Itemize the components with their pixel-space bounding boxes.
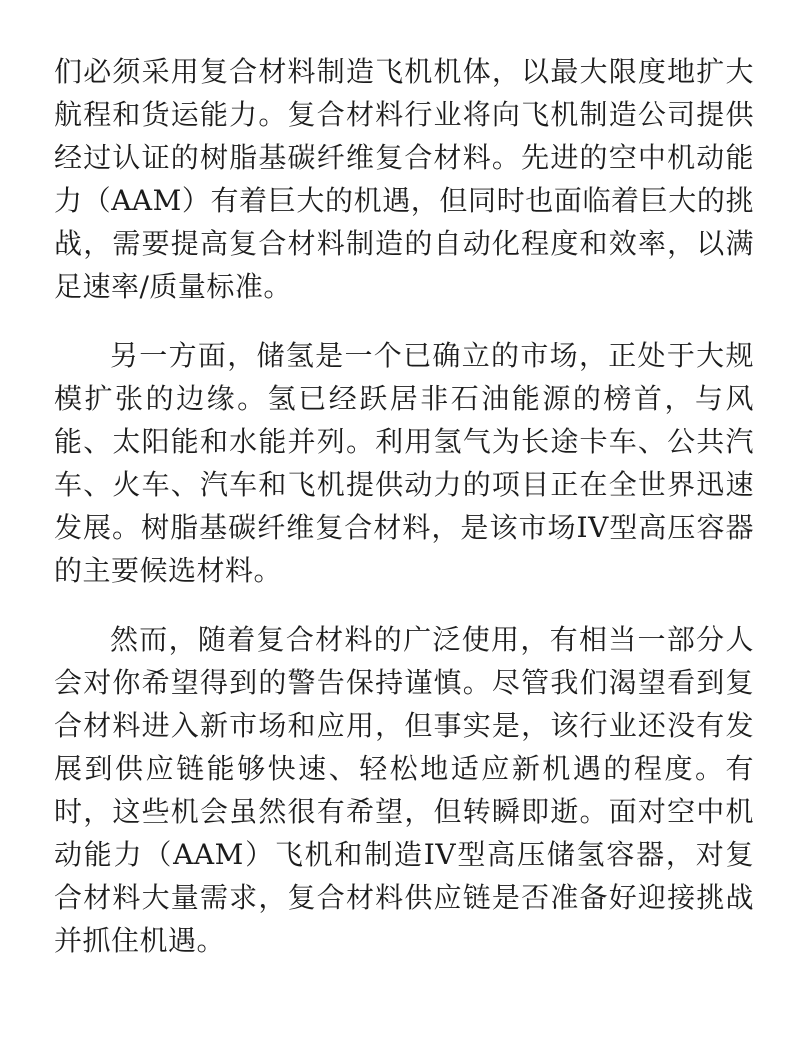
paragraph-supply-chain: 然而，随着复合材料的广泛使用，有相当一部分人会对你希望得到的警告保持谨慎。尽管我们渴望看到复合材料进入新市场和应用，但事实是，该行业还没有发展到供应链能够快速、轻松地适应新机遇的程度。有时，这些机会虽然很有希望，但转瞬即逝。面对空中机动能力（AAM）飞机和制造IV型高压储氢容器，对复合材料大量需求，复合材料供应链是否准备好迎接挑战并抓住机遇。 [54,623,754,957]
paragraph-continued: 们必须采用复合材料制造飞机机体，以最大限度地扩大航程和货运能力。复合材料行业将向飞机制造公司提供经过认证的树脂基碳纤维复合材料。先进的空中机动能力（AAM）有着巨大的机遇，但同时也面临着巨大的挑战，需要提高复合材料制造的自动化程度和效率，以满足速率/质量标准。 [54,55,754,303]
paragraph-hydrogen-storage: 另一方面，储氢是一个已确立的市场，正处于大规模扩张的边缘。氢已经跃居非石油能源的榜首，与风能、太阳能和水能并列。利用氢气为长途卡车、公共汽车、火车、汽车和飞机提供动力的项目正在全世界迅速发展。树脂基碳纤维复合材料，是该市场IV型高压容器的主要候选材料。 [54,339,754,587]
article-body [54,50,754,962]
